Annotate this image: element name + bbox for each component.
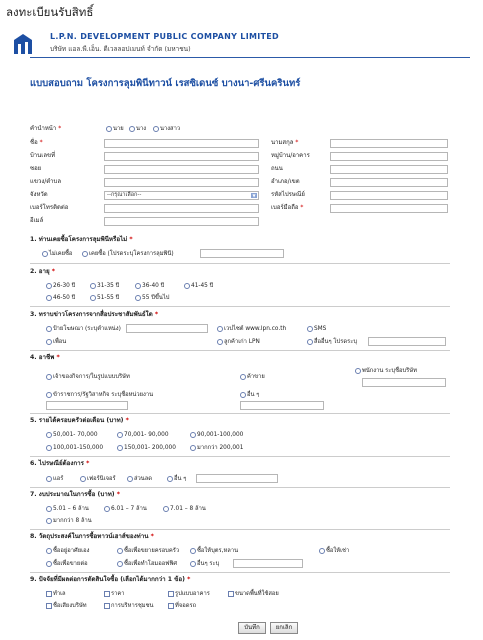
q6-option-other[interactable]: อื่น ๆ bbox=[167, 475, 186, 484]
checkbox-icon[interactable] bbox=[168, 603, 174, 609]
q1-project-input[interactable] bbox=[200, 249, 284, 258]
radio-icon[interactable] bbox=[163, 506, 169, 512]
checkbox-icon[interactable] bbox=[228, 591, 234, 597]
q3-option-other[interactable]: สื่ออื่นๆ โปรดระบุ bbox=[307, 338, 357, 347]
q2-option-51-55[interactable]: 51-55 ปี bbox=[90, 294, 119, 303]
header-divider bbox=[30, 57, 470, 58]
divider bbox=[30, 487, 450, 488]
radio-icon[interactable] bbox=[190, 432, 196, 438]
divider bbox=[30, 529, 450, 530]
radio-icon[interactable] bbox=[104, 506, 110, 512]
q1-option-never[interactable]: ไม่เคยซื้อ bbox=[42, 250, 72, 259]
road-label: ถนน bbox=[271, 165, 283, 172]
q7-option-5-6m[interactable]: 5.01 – 6 ล้าน bbox=[46, 505, 89, 514]
question-5-label: 5. รายได้ครอบครัวต่อเดือน (บาท) * bbox=[30, 417, 129, 424]
firstname-input[interactable] bbox=[104, 139, 259, 148]
radio-icon[interactable] bbox=[117, 548, 123, 554]
radio-icon[interactable] bbox=[307, 326, 313, 332]
q3-option-billboard[interactable]: ป้ายโฆษณา (ระบุตำแหน่ง) bbox=[46, 325, 121, 334]
radio-icon[interactable] bbox=[319, 548, 325, 554]
radio-icon[interactable] bbox=[190, 548, 196, 554]
postcode-input[interactable] bbox=[330, 191, 448, 200]
radio-icon[interactable] bbox=[355, 368, 361, 374]
q2-option-46-50[interactable]: 46-50 ปี bbox=[46, 294, 75, 303]
radio-icon[interactable] bbox=[42, 251, 48, 257]
q1-option-bought[interactable]: เคยซื้อ (โปรดระบุโครงการลุมพินี) bbox=[82, 250, 174, 259]
radio-icon[interactable] bbox=[217, 326, 223, 332]
province-label: จังหวัด bbox=[30, 191, 48, 198]
q2-option-55-plus[interactable]: 55 ปีขึ้นไป bbox=[135, 294, 169, 303]
radio-icon[interactable] bbox=[46, 561, 52, 567]
q5-option-over-200k[interactable]: มากกว่า 200,001 bbox=[190, 444, 243, 453]
radio-icon[interactable] bbox=[46, 518, 52, 524]
radio-icon[interactable] bbox=[240, 392, 246, 398]
q8-option-resell[interactable]: ซื้อเพื่อขายต่อ bbox=[46, 560, 88, 569]
q4-government-input[interactable] bbox=[46, 401, 128, 410]
radio-icon[interactable] bbox=[46, 445, 52, 451]
company-name-th: บริษัท แอล.พี.เอ็น. ดีเวลลอปเมนท์ จำกัด (มหาชน) bbox=[50, 45, 191, 53]
village-label: หมู่บ้าน/อาคาร bbox=[271, 152, 310, 159]
question-4-label: 4. อาชีพ * bbox=[30, 354, 60, 361]
company-name-en: L.P.N. DEVELOPMENT PUBLIC COMPANY LIMITED bbox=[50, 32, 279, 41]
q8-option-rent[interactable]: ซื้อให้เช่า bbox=[319, 547, 349, 556]
radio-icon[interactable] bbox=[190, 445, 196, 451]
q6-option-discount[interactable]: ส่วนลด bbox=[127, 475, 152, 484]
lpn-logo bbox=[10, 30, 36, 58]
title-label: คำนำหน้า * bbox=[30, 125, 62, 132]
divider bbox=[30, 572, 450, 573]
lastname-label: นามสกุล * bbox=[271, 139, 299, 146]
firstname-label: ชื่อ * bbox=[30, 139, 43, 146]
divider bbox=[30, 456, 450, 457]
survey-title: แบบสอบถาม โครงการลุมพินีทาวน์ เรสซิเดนซ์ บางนา-ศรีนครินทร์ bbox=[30, 78, 301, 89]
page-title: ลงทะเบียนรับสิทธิ์ bbox=[6, 5, 94, 19]
q5-option-50k-70k[interactable]: 50,001- 70,000 bbox=[46, 431, 98, 440]
q3-option-sms[interactable]: SMS bbox=[307, 325, 326, 334]
radio-icon[interactable] bbox=[46, 476, 52, 482]
q2-option-36-40[interactable]: 36-40 ปี bbox=[135, 282, 164, 291]
house-no-input[interactable] bbox=[104, 152, 259, 161]
checkbox-icon[interactable] bbox=[104, 603, 110, 609]
radio-icon[interactable] bbox=[190, 561, 196, 567]
q5-option-150k-200k[interactable]: 150,001- 200,000 bbox=[117, 444, 176, 453]
radio-icon[interactable] bbox=[135, 295, 141, 301]
province-select[interactable] bbox=[104, 191, 259, 200]
q9-option-reputation[interactable]: ชื่อเสียงบริษัท bbox=[46, 602, 87, 611]
q5-option-100k-150k[interactable]: 100,001-150,000 bbox=[46, 444, 103, 453]
q4-option-other[interactable]: อื่น ๆ bbox=[240, 391, 259, 400]
q9-option-space[interactable]: ขนาดพื้นที่ใช้สอย bbox=[228, 590, 279, 599]
chevron-down-icon[interactable]: ▼ bbox=[252, 193, 256, 198]
q4-other-input[interactable] bbox=[240, 401, 324, 410]
radio-icon[interactable] bbox=[80, 476, 86, 482]
checkbox-icon[interactable] bbox=[168, 591, 174, 597]
q3-option-old-customer[interactable]: ลูกค้าเก่า LPN bbox=[217, 338, 260, 347]
email-input[interactable] bbox=[104, 217, 259, 226]
mobile-input[interactable] bbox=[330, 204, 448, 213]
question-8-label: 8. วัตถุประสงค์ในการซื้อทาวน์เฮาส์ของท่าน * bbox=[30, 533, 154, 540]
phone-input[interactable] bbox=[104, 204, 259, 213]
q2-option-41-45[interactable]: 41-45 ปี bbox=[184, 282, 213, 291]
question-9-label: 9. ปัจจัยที่มีผลต่อการตัดสินใจซื้อ (เลือกได้มากกว่า 1 ข้อ) * bbox=[30, 576, 191, 583]
radio-icon[interactable] bbox=[127, 476, 133, 482]
province-select-value: --กรุณาเลือก-- bbox=[107, 192, 142, 198]
question-7-label: 7. งบประมาณในการซื้อ (บาท) * bbox=[30, 491, 121, 498]
q8-option-own-use[interactable]: ซื้ออยู่อาศัยเอง bbox=[46, 547, 89, 556]
checkbox-icon[interactable] bbox=[46, 591, 52, 597]
q6-option-furniture[interactable]: เฟอร์นิเจอร์ bbox=[80, 475, 116, 484]
radio-icon[interactable] bbox=[240, 374, 246, 380]
q2-option-26-30[interactable]: 26-30 ปี bbox=[46, 282, 75, 291]
q7-option-7-8m[interactable]: 7.01 – 8 ล้าน bbox=[163, 505, 206, 514]
checkbox-icon[interactable] bbox=[104, 591, 110, 597]
q4-option-business-owner[interactable]: เจ้าของกิจการ/ในรูปแบบบริษัท bbox=[46, 373, 130, 382]
q8-option-home-office[interactable]: ซื้อเพื่อทำโฮมออฟฟิศ bbox=[117, 560, 177, 569]
subdistrict-label: แขวง/ตำบล bbox=[30, 178, 62, 185]
q3-option-friend[interactable]: เพื่อน bbox=[46, 338, 66, 347]
q6-option-air[interactable]: แอร์ bbox=[46, 475, 63, 484]
radio-icon[interactable] bbox=[117, 445, 123, 451]
district-label: อำเภอ/เขต bbox=[271, 178, 300, 185]
question-6-label: 6. ไปรษณีย์ต้องการ * bbox=[30, 460, 90, 467]
radio-icon[interactable] bbox=[129, 126, 135, 132]
title-option-miss[interactable]: นางสาว bbox=[153, 125, 180, 134]
village-input[interactable] bbox=[330, 152, 448, 161]
cancel-button[interactable]: ยกเลิก bbox=[270, 622, 298, 634]
radio-icon[interactable] bbox=[46, 339, 52, 345]
q7-option-6-7m[interactable]: 6.01 – 7 ล้าน bbox=[104, 505, 147, 514]
divider bbox=[30, 263, 450, 264]
q9-option-price[interactable]: ราคา bbox=[104, 590, 125, 599]
radio-icon[interactable] bbox=[167, 476, 173, 482]
district-input[interactable] bbox=[330, 178, 448, 187]
radio-icon[interactable] bbox=[135, 283, 141, 289]
q9-option-location[interactable]: ทำเล bbox=[46, 590, 66, 599]
phone-label: เบอร์โทรติดต่อ bbox=[30, 204, 69, 211]
q3-option-website[interactable]: เวปไซต์ www.lpn.co.th bbox=[217, 325, 286, 334]
subdistrict-input[interactable] bbox=[104, 178, 259, 187]
radio-icon[interactable] bbox=[46, 326, 52, 332]
divider bbox=[30, 306, 450, 307]
radio-icon[interactable] bbox=[117, 432, 123, 438]
radio-icon[interactable] bbox=[117, 561, 123, 567]
radio-icon[interactable] bbox=[217, 339, 223, 345]
divider bbox=[30, 413, 450, 414]
submit-button[interactable]: บันทึก bbox=[238, 622, 266, 634]
q5-option-70k-90k[interactable]: 70,001- 90,000 bbox=[117, 431, 169, 440]
question-2-label: 2. อายุ * bbox=[30, 268, 56, 275]
radio-icon[interactable] bbox=[184, 283, 190, 289]
radio-icon[interactable] bbox=[90, 283, 96, 289]
q4-option-trade[interactable]: ค้าขาย bbox=[240, 373, 265, 382]
radio-icon[interactable] bbox=[82, 251, 88, 257]
q4-option-government[interactable]: ข้าราชการ/รัฐวิสาหกิจ ระบุชื่อหน่วยงาน bbox=[46, 391, 153, 400]
radio-icon[interactable] bbox=[46, 506, 52, 512]
radio-icon[interactable] bbox=[106, 126, 112, 132]
mobile-label: เบอร์มือถือ * bbox=[271, 204, 304, 211]
lastname-input[interactable] bbox=[330, 139, 448, 148]
radio-icon[interactable] bbox=[46, 374, 52, 380]
question-3-label: 3. ทราบข่าวโครงการจากสื่อประชาสัมพันธ์ใด * bbox=[30, 311, 159, 318]
q9-option-community[interactable]: การบริหารชุมชน bbox=[104, 602, 154, 611]
soi-label: ซอย bbox=[30, 165, 42, 172]
q7-option-over-8m[interactable]: มากกว่า 8 ล้าน bbox=[46, 517, 92, 526]
q3-other-input[interactable] bbox=[368, 337, 446, 346]
q9-option-parking[interactable]: ที่จอดรถ bbox=[168, 602, 196, 611]
q9-option-design[interactable]: รูปแบบอาคาร bbox=[168, 590, 210, 599]
q6-other-input[interactable] bbox=[196, 474, 278, 483]
q2-option-31-35[interactable]: 31-35 ปี bbox=[90, 282, 119, 291]
radio-icon[interactable] bbox=[90, 295, 96, 301]
soi-input[interactable] bbox=[104, 165, 259, 174]
radio-icon[interactable] bbox=[46, 432, 52, 438]
radio-icon[interactable] bbox=[46, 295, 52, 301]
q8-option-children[interactable]: ซื้อให้บุตร,หลาน bbox=[190, 547, 238, 556]
checkbox-icon[interactable] bbox=[46, 603, 52, 609]
radio-icon[interactable] bbox=[46, 392, 52, 398]
radio-icon[interactable] bbox=[46, 283, 52, 289]
q8-option-family[interactable]: ซื้อเพื่อขยายครอบครัว bbox=[117, 547, 179, 556]
email-label: อีเมล์ bbox=[30, 217, 44, 224]
title-option-mrs[interactable]: นาง bbox=[129, 125, 146, 134]
question-1-label: 1. ท่านเคยซื้อโครงการลุมพินีหรือไม่ * bbox=[30, 236, 133, 243]
radio-icon[interactable] bbox=[307, 339, 313, 345]
title-option-mr[interactable]: นาย bbox=[106, 125, 124, 134]
q3-billboard-input[interactable] bbox=[126, 324, 208, 333]
q4-employee-input[interactable] bbox=[362, 378, 446, 387]
house-no-label: บ้านเลขที่ bbox=[30, 152, 56, 159]
q4-option-employee[interactable]: พนักงาน ระบุชื่อบริษัท bbox=[355, 367, 417, 376]
radio-icon[interactable] bbox=[153, 126, 159, 132]
divider bbox=[30, 350, 450, 351]
road-input[interactable] bbox=[330, 165, 448, 174]
radio-icon[interactable] bbox=[46, 548, 52, 554]
q8-other-input[interactable] bbox=[233, 559, 303, 568]
q5-option-90k-100k[interactable]: 90,001-100,000 bbox=[190, 431, 243, 440]
q8-option-other[interactable]: อื่นๆ ระบุ bbox=[190, 560, 219, 569]
postcode-label: รหัสไปรษณีย์ bbox=[271, 191, 305, 198]
